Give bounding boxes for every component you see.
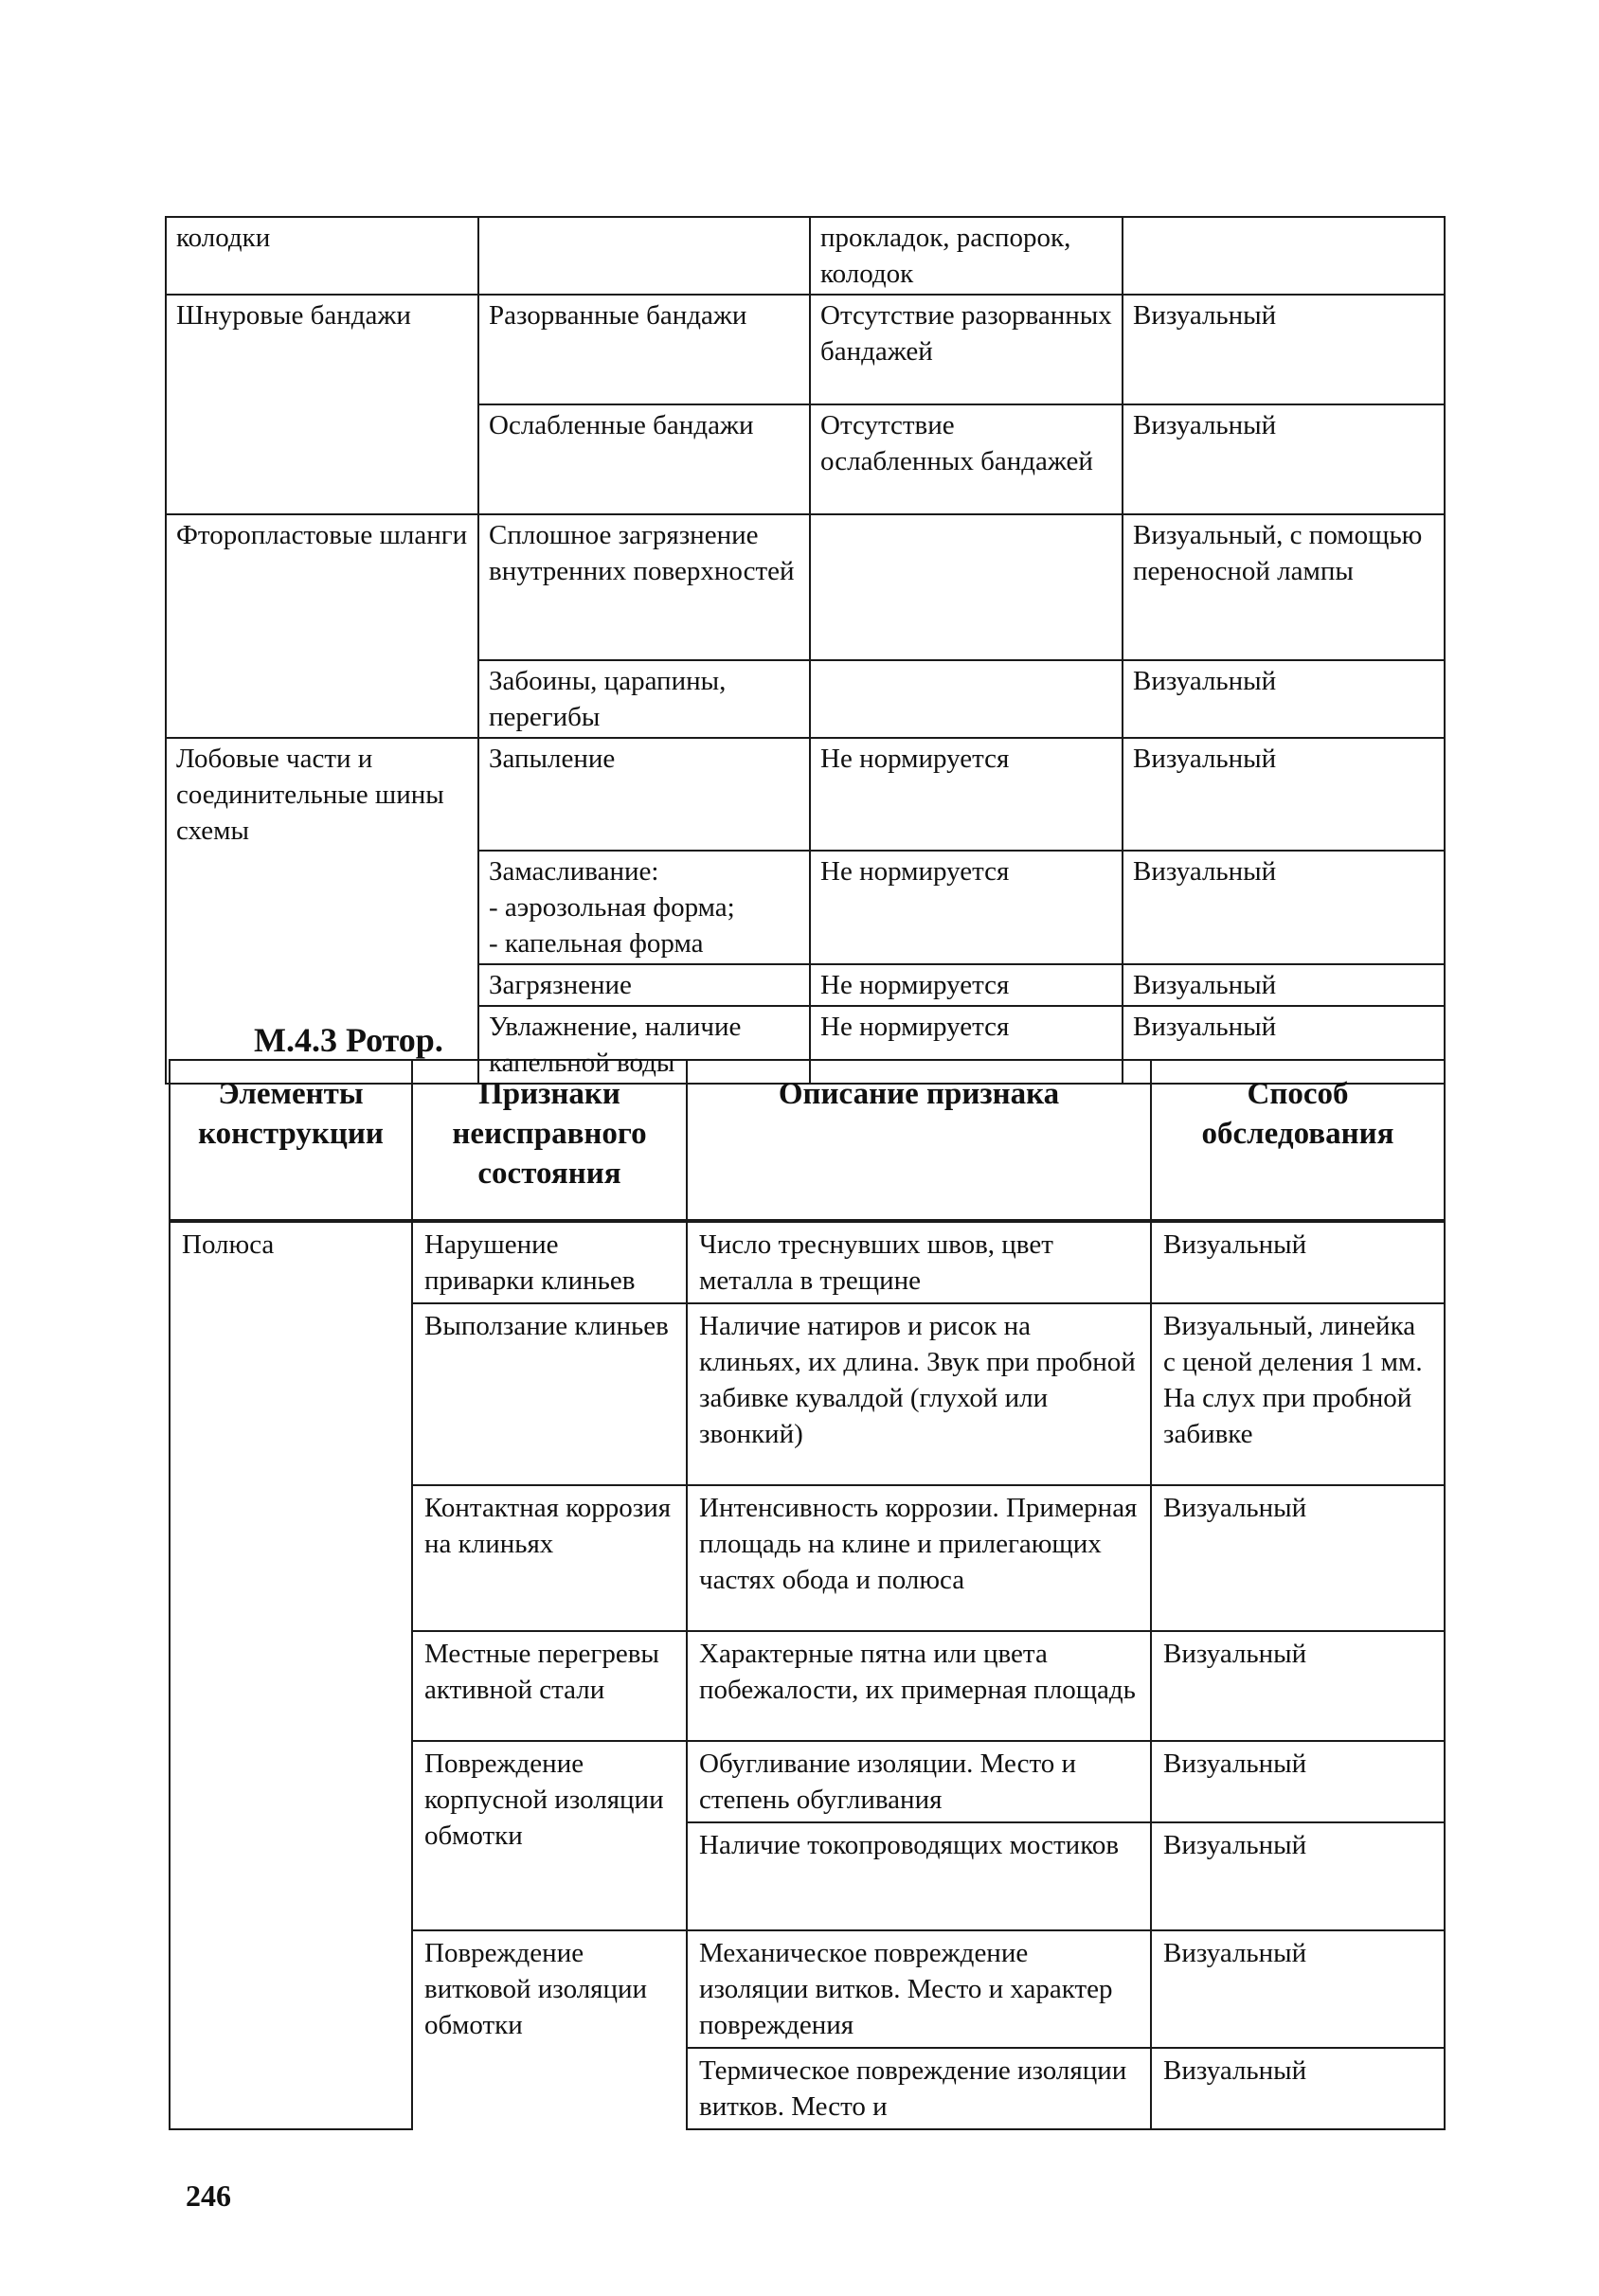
- table-cell: [478, 851, 810, 964]
- table-cell: Визуальный: [1123, 738, 1445, 851]
- table-cell-empty: [170, 1741, 412, 1822]
- table-cell: колодки: [166, 217, 478, 295]
- column-header: Элементы конструкции: [170, 1060, 412, 1221]
- table-cell: Забоины, царапины, перегибы: [478, 660, 810, 738]
- table-cell: Полюса: [170, 1221, 412, 1303]
- table-cell-empty: [166, 851, 478, 964]
- table-cell: Визуальный: [1123, 851, 1445, 964]
- table-row: [170, 1741, 1445, 1822]
- table-cell: Лобовые части и соединительные шины схемы: [166, 738, 478, 851]
- table-cell: Визуальный: [1151, 1741, 1445, 1822]
- table-row: [166, 738, 1445, 851]
- table-cell: Наличие токопроводящих мостиков: [687, 1822, 1151, 1930]
- table-cell-empty: [166, 404, 478, 514]
- table-cell: Местные перегревы активной стали: [412, 1631, 687, 1741]
- table-cell: Контактная коррозия на клиньях: [412, 1485, 687, 1631]
- page-number: 246: [186, 2179, 231, 2213]
- table-row: [170, 2048, 1445, 2129]
- table-cell: Выползание клиньев: [412, 1303, 687, 1485]
- table-cell: Фторопластовые шланги: [166, 514, 478, 660]
- table-cell: Визуальный: [1151, 1822, 1445, 1930]
- cell-line: - капельная форма: [489, 928, 704, 959]
- table-cell: [810, 514, 1123, 660]
- header-row: [170, 1060, 1445, 1221]
- table-row: [170, 1221, 1445, 1303]
- table-cell: Визуальный: [1123, 660, 1445, 738]
- table-cell: Отсутствие ослабленных бандажей: [810, 404, 1123, 514]
- table-cell: Механическое повреждение изоляции витков. Место и характер повреждения: [687, 1930, 1151, 2048]
- table-cell: Повреждение витковой изоляции обмотки: [412, 1930, 687, 2129]
- table-row: [170, 1303, 1445, 1485]
- table-cell: прокладок, распорок, колодок: [810, 217, 1123, 295]
- table-cell: Визуальный: [1151, 1930, 1445, 2048]
- table-cell: Не нормируется: [810, 738, 1123, 851]
- table-row: [166, 404, 1445, 514]
- table-cell: Визуальный: [1151, 1485, 1445, 1631]
- table-cell: Термическое повреждение изоляции витков. Место и: [687, 2048, 1151, 2129]
- table-cell-empty: [170, 1485, 412, 1631]
- table-cell: Увлажнение, наличие капельной воды: [478, 1006, 810, 1084]
- table-cell: Интенсивность коррозии. Примерная площадь на клине и прилегающих частях обода и полюса: [687, 1485, 1151, 1631]
- table-row: [166, 964, 1445, 1006]
- table-cell: Запыление: [478, 738, 810, 851]
- cell-line: Замасливание:: [489, 856, 659, 887]
- table-cell: Не нормируется: [810, 964, 1123, 1006]
- table-cell: Визуальный, с помощью переносной лампы: [1123, 514, 1445, 660]
- table-cell: Число треснувших швов, цвет металла в трещине: [687, 1221, 1151, 1303]
- section-title: М.4.3 Ротор.: [254, 1021, 443, 1059]
- table-cell: Повреждение корпусной изоляции обмотки: [412, 1741, 687, 1930]
- table-cell: Ослабленные бандажи: [478, 404, 810, 514]
- column-header: Описание признака: [687, 1060, 1151, 1221]
- table-cell-empty: [170, 1930, 412, 2048]
- table-row: [166, 660, 1445, 738]
- table-cell: Визуальный: [1151, 1631, 1445, 1741]
- table-cell: Отсутствие разорванных бандажей: [810, 295, 1123, 404]
- table-cell-empty: [166, 964, 478, 1006]
- table-cell: Визуальный: [1123, 1006, 1445, 1084]
- table-cell: Не нормируется: [810, 851, 1123, 964]
- table-row: [170, 1822, 1445, 1930]
- table-cell-empty: [170, 1822, 412, 1930]
- table-cell: [478, 217, 810, 295]
- table-row: [166, 295, 1445, 404]
- table-cell: Визуальный, линейка с ценой деления 1 мм. На слух при пробной забивке: [1151, 1303, 1445, 1485]
- table-row: [166, 217, 1445, 295]
- cell-line: - аэрозольная форма;: [489, 892, 735, 923]
- continuation-table: [165, 216, 1446, 1085]
- table-cell: Нарушение приварки клиньев: [412, 1221, 687, 1303]
- table-cell: Характерные пятна или цвета побежалости, их примерная площадь: [687, 1631, 1151, 1741]
- table-cell-empty: [170, 2048, 412, 2129]
- table-cell: Шнуровые бандажи: [166, 295, 478, 404]
- column-header: Способ обследования: [1151, 1060, 1445, 1221]
- table-cell: [810, 660, 1123, 738]
- table-cell-empty: [170, 1303, 412, 1485]
- table-cell: Визуальный: [1123, 404, 1445, 514]
- table-cell-empty: [166, 660, 478, 738]
- table-row: [166, 851, 1445, 964]
- table-cell: Обугливание изоляции. Место и степень обугливания: [687, 1741, 1151, 1822]
- table-cell: [1123, 217, 1445, 295]
- table-row: [166, 514, 1445, 660]
- table-row: [170, 1485, 1445, 1631]
- table-cell-empty: [170, 1631, 412, 1741]
- table-cell: Визуальный: [1123, 964, 1445, 1006]
- column-header: Признаки неисправного состояния: [412, 1060, 687, 1221]
- table-row: [170, 1930, 1445, 2048]
- table-cell: Загрязнение: [478, 964, 810, 1006]
- table-cell: Визуальный: [1151, 2048, 1445, 2129]
- table-cell: Разорванные бандажи: [478, 295, 810, 404]
- table-cell: Наличие натиров и рисок на клиньях, их длина. Звук при пробной забивке кувалдой (глухой или звонкий): [687, 1303, 1151, 1485]
- table-cell: Визуальный: [1123, 295, 1445, 404]
- table-cell: Визуальный: [1151, 1221, 1445, 1303]
- table-row: [170, 1631, 1445, 1741]
- table-cell: Не нормируется: [810, 1006, 1123, 1084]
- rotor-table: [169, 1059, 1446, 2130]
- table-cell: Сплошное загрязнение внутренних поверхностей: [478, 514, 810, 660]
